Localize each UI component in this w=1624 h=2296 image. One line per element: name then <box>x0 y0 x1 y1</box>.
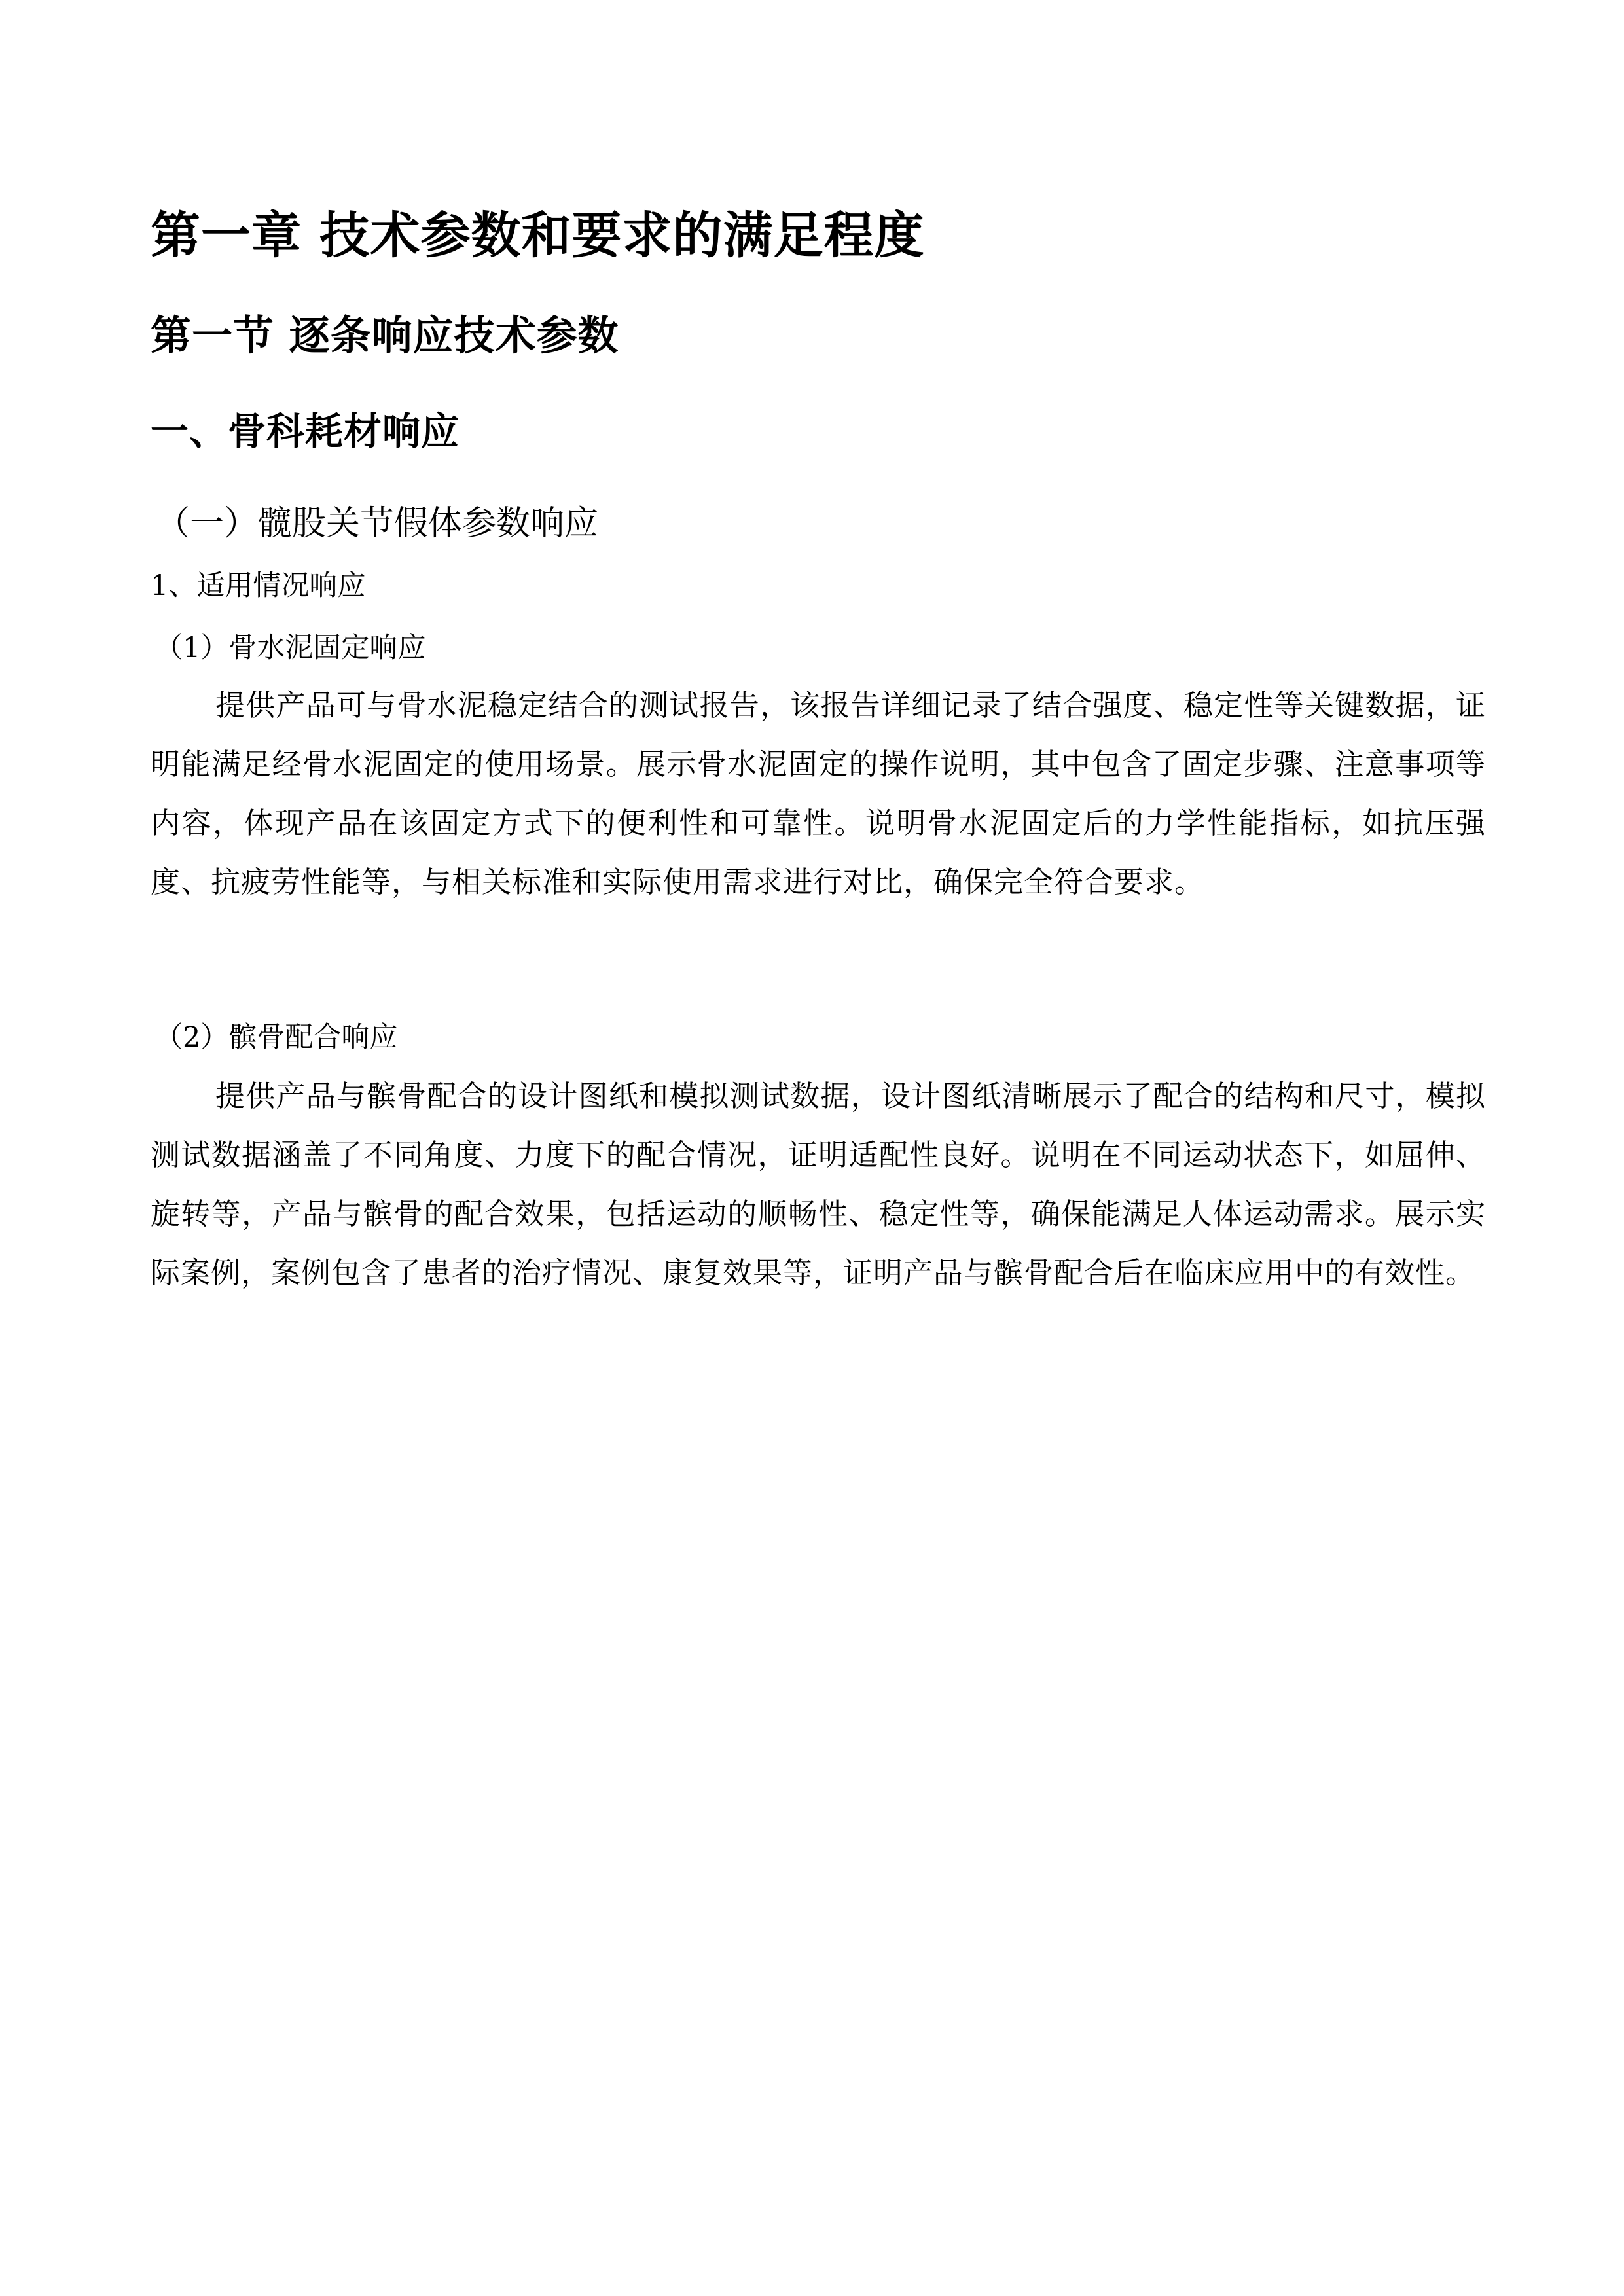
subitem-title-bone-cement: （1）骨水泥固定响应 <box>154 632 426 664</box>
part-title: 一、骨科耗材响应 <box>151 409 460 454</box>
item-title: 1、适用情况响应 <box>151 569 366 602</box>
paragraph-patella: 提供产品与髌骨配合的设计图纸和模拟测试数据，设计图纸清晰展示了配合的结构和尺寸，模拟测试数据涵盖了不同角度、力度下的配合情况，证明适配性良好。说明在不同运动状态下，如屈伸、旋转等，产品与髌骨的配合效果，包括运动的顺畅性、稳定性等，确保能满足人体运动需求。展示实际案例，案例包含了患者的治疗情况、康复效果等，证明产品与髌骨配合后在临床应用中的有效性。 <box>151 1079 1486 1290</box>
paragraph-bone-cement: 提供产品可与骨水泥稳定结合的测试报告，该报告详细记录了结合强度、稳定性等关键数据，证明能满足经骨水泥固定的使用场景。展示骨水泥固定的操作说明，其中包含了固定步骤、注意事项等内容，体现产品在该固定方式下的便利性和可靠性。说明骨水泥固定后的力学性能指标，如抗压强度、抗疲劳性能等，与相关标准和实际使用需求进行对比，确保完全符合要求。 <box>151 688 1486 899</box>
subitem-title-patella: （2）髌骨配合响应 <box>154 1021 398 1054</box>
subpart-title: （一）髋股关节假体参数响应 <box>156 504 599 543</box>
section-title: 第一节 逐条响应技术参数 <box>151 312 619 359</box>
chapter-title: 第一章 技术参数和要求的满足程度 <box>151 206 925 264</box>
